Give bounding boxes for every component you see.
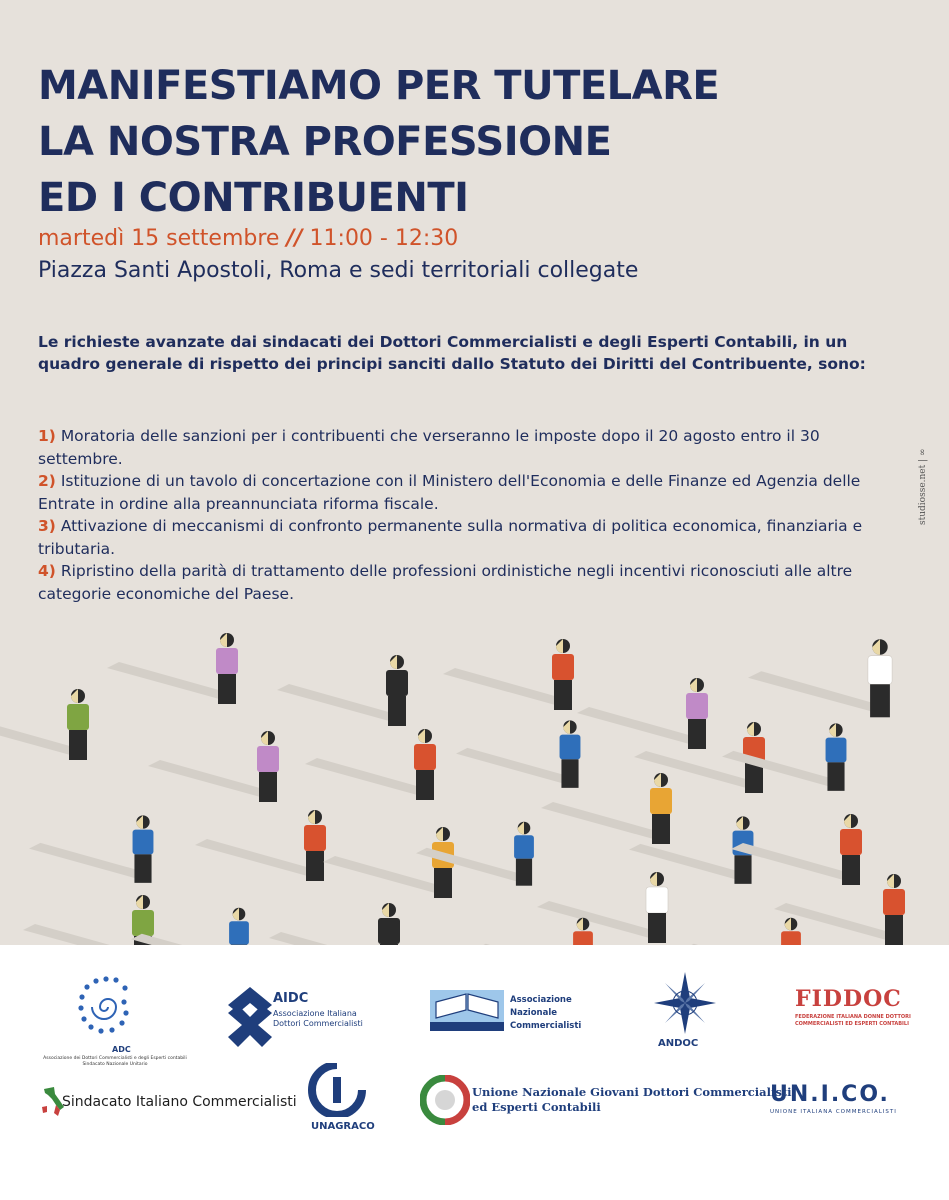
fiddoc-subtitle bbox=[795, 1014, 915, 1028]
fiddoc-subtitle-line-1: FEDERAZIONE ITALIANA DONNE DOTTORI bbox=[795, 1014, 911, 1020]
requests-list bbox=[38, 425, 868, 605]
person-figure bbox=[277, 655, 408, 726]
adc-name: ADC bbox=[112, 1045, 131, 1054]
ungdc-tricolor-icon bbox=[420, 1075, 470, 1125]
fiddoc-logo bbox=[795, 987, 915, 1037]
person-figure bbox=[29, 815, 153, 883]
request-number: 2) bbox=[38, 472, 56, 490]
adc-subtitle-line-2: Sindacato Nazionale Unitario bbox=[82, 1062, 148, 1067]
event-datetime bbox=[38, 226, 458, 251]
unico-subtitle: UNIONE ITALIANA COMMERCIALISTI bbox=[770, 1109, 897, 1115]
person-figure bbox=[748, 639, 892, 717]
person-figure bbox=[475, 918, 593, 945]
person-figure bbox=[629, 816, 753, 884]
unagraco-name: UNAGRACO bbox=[311, 1121, 375, 1132]
request-item bbox=[38, 560, 868, 605]
aidc-logo bbox=[225, 985, 375, 1055]
unico-logo bbox=[770, 1083, 920, 1123]
event-location: Piazza Santi Apostoli, Roma e sedi territoriali collegate bbox=[38, 258, 639, 283]
event-date: martedì 15 settembre bbox=[38, 226, 280, 251]
intro-paragraph: Le richieste avanzate dai sindacati dei Dottori Commercialisti e degli Esperti Contabili, in un quadro generale di rispetto dei principi sanciti dallo Statuto dei Diritti del Contribuente, sono: bbox=[38, 333, 866, 373]
fiddoc-subtitle-line-2: COMMERCIALISTI ED ESPERTI CONTABILI bbox=[795, 1021, 909, 1027]
andoc-logo bbox=[650, 970, 720, 1060]
person-figure bbox=[683, 918, 801, 945]
fiddoc-name: FIDDOC bbox=[795, 986, 902, 1012]
headline-line-1: MANIFESTIAMO PER TUTELARE bbox=[38, 63, 720, 109]
aidc-subtitle bbox=[273, 1009, 363, 1029]
logos-section bbox=[0, 945, 949, 1200]
person-figure bbox=[195, 810, 326, 881]
aidc-name: AIDC bbox=[273, 991, 309, 1006]
unagraco-logo bbox=[305, 1063, 375, 1138]
adc-logo bbox=[43, 973, 187, 1083]
person-figure bbox=[323, 827, 454, 898]
request-item bbox=[38, 515, 868, 560]
unagraco-emblem-icon bbox=[305, 1063, 369, 1117]
request-item bbox=[38, 470, 868, 515]
adc-subtitle bbox=[40, 1056, 190, 1068]
aidc-emblem-icon bbox=[225, 985, 275, 1051]
anc-line-2: Nazionale bbox=[510, 1008, 558, 1018]
person-figure bbox=[416, 822, 534, 886]
adc-subtitle-line-1: Associazione dei Dottori Commercialisti e degli Esperti contabili bbox=[43, 1056, 187, 1061]
person-figure bbox=[148, 731, 279, 802]
request-number: 4) bbox=[38, 562, 56, 580]
ungdc-logo bbox=[420, 1075, 792, 1135]
person-figure bbox=[541, 773, 672, 844]
person-figure bbox=[456, 720, 580, 788]
anc-text bbox=[510, 994, 581, 1033]
person-figure bbox=[537, 872, 668, 943]
headline bbox=[38, 58, 719, 226]
adc-spiral-icon bbox=[60, 973, 170, 1043]
person-figure bbox=[305, 729, 436, 800]
anc-line-3: Commercialisti bbox=[510, 1021, 582, 1031]
person-figure bbox=[577, 678, 708, 749]
headline-line-2: LA NOSTRA PROFESSIONE bbox=[38, 119, 612, 165]
sic-name: Sindacato Italiano Commercialisti bbox=[62, 1094, 297, 1110]
anc-logo bbox=[430, 990, 590, 1040]
request-text: Ripristino della parità di trattamento delle professioni ordinistiche negli incentivi riconosciuti alle altre categorie economiche del Paese. bbox=[38, 562, 853, 603]
request-number: 1) bbox=[38, 427, 56, 445]
ungdc-line-1: Unione Nazionale Giovani Dottori Commercialisti bbox=[472, 1085, 792, 1099]
ungdc-text bbox=[472, 1085, 792, 1115]
request-item bbox=[38, 425, 868, 470]
sic-logo bbox=[40, 1085, 297, 1125]
unico-name: UN.I.CO. bbox=[770, 1082, 890, 1107]
person-figure bbox=[23, 895, 154, 945]
request-text: Moratoria delle sanzioni per i contribuenti che verseranno le imposte dopo il 20 agosto entro il 30 settembre. bbox=[38, 427, 820, 468]
andoc-name: ANDOC bbox=[658, 1038, 699, 1049]
request-text: Istituzione di un tavolo di concertazione con il Ministero dell'Economia e delle Finanze ed Agenzia delle Entrate in ordine alla preannunciata riforma fiscale. bbox=[38, 472, 861, 513]
event-time: 11:00 - 12:30 bbox=[309, 226, 459, 251]
anc-line-1: Associazione bbox=[510, 995, 572, 1005]
request-text: Attivazione di meccanismi di confronto permanente sulla normativa di politica economica, finanziaria e tributaria. bbox=[38, 517, 863, 558]
ungdc-line-2: ed Esperti Contabili bbox=[472, 1100, 601, 1114]
crowd-illustration bbox=[0, 610, 949, 945]
request-number: 3) bbox=[38, 517, 56, 535]
andoc-compass-star-icon bbox=[650, 970, 720, 1036]
person-figure bbox=[269, 903, 400, 945]
event-separator: // bbox=[286, 226, 303, 251]
aidc-subtitle-line-2: Dottori Commercialisti bbox=[273, 1019, 363, 1028]
person-figure bbox=[107, 633, 238, 704]
person-figure bbox=[443, 639, 574, 710]
aidc-subtitle-line-1: Associazione Italiana bbox=[273, 1009, 357, 1018]
headline-line-3: ED I CONTRIBUENTI bbox=[38, 175, 469, 221]
person-figure bbox=[0, 689, 89, 760]
designer-credit: studiosse.net | ∞ bbox=[918, 448, 928, 525]
anc-book-icon bbox=[430, 990, 504, 1034]
